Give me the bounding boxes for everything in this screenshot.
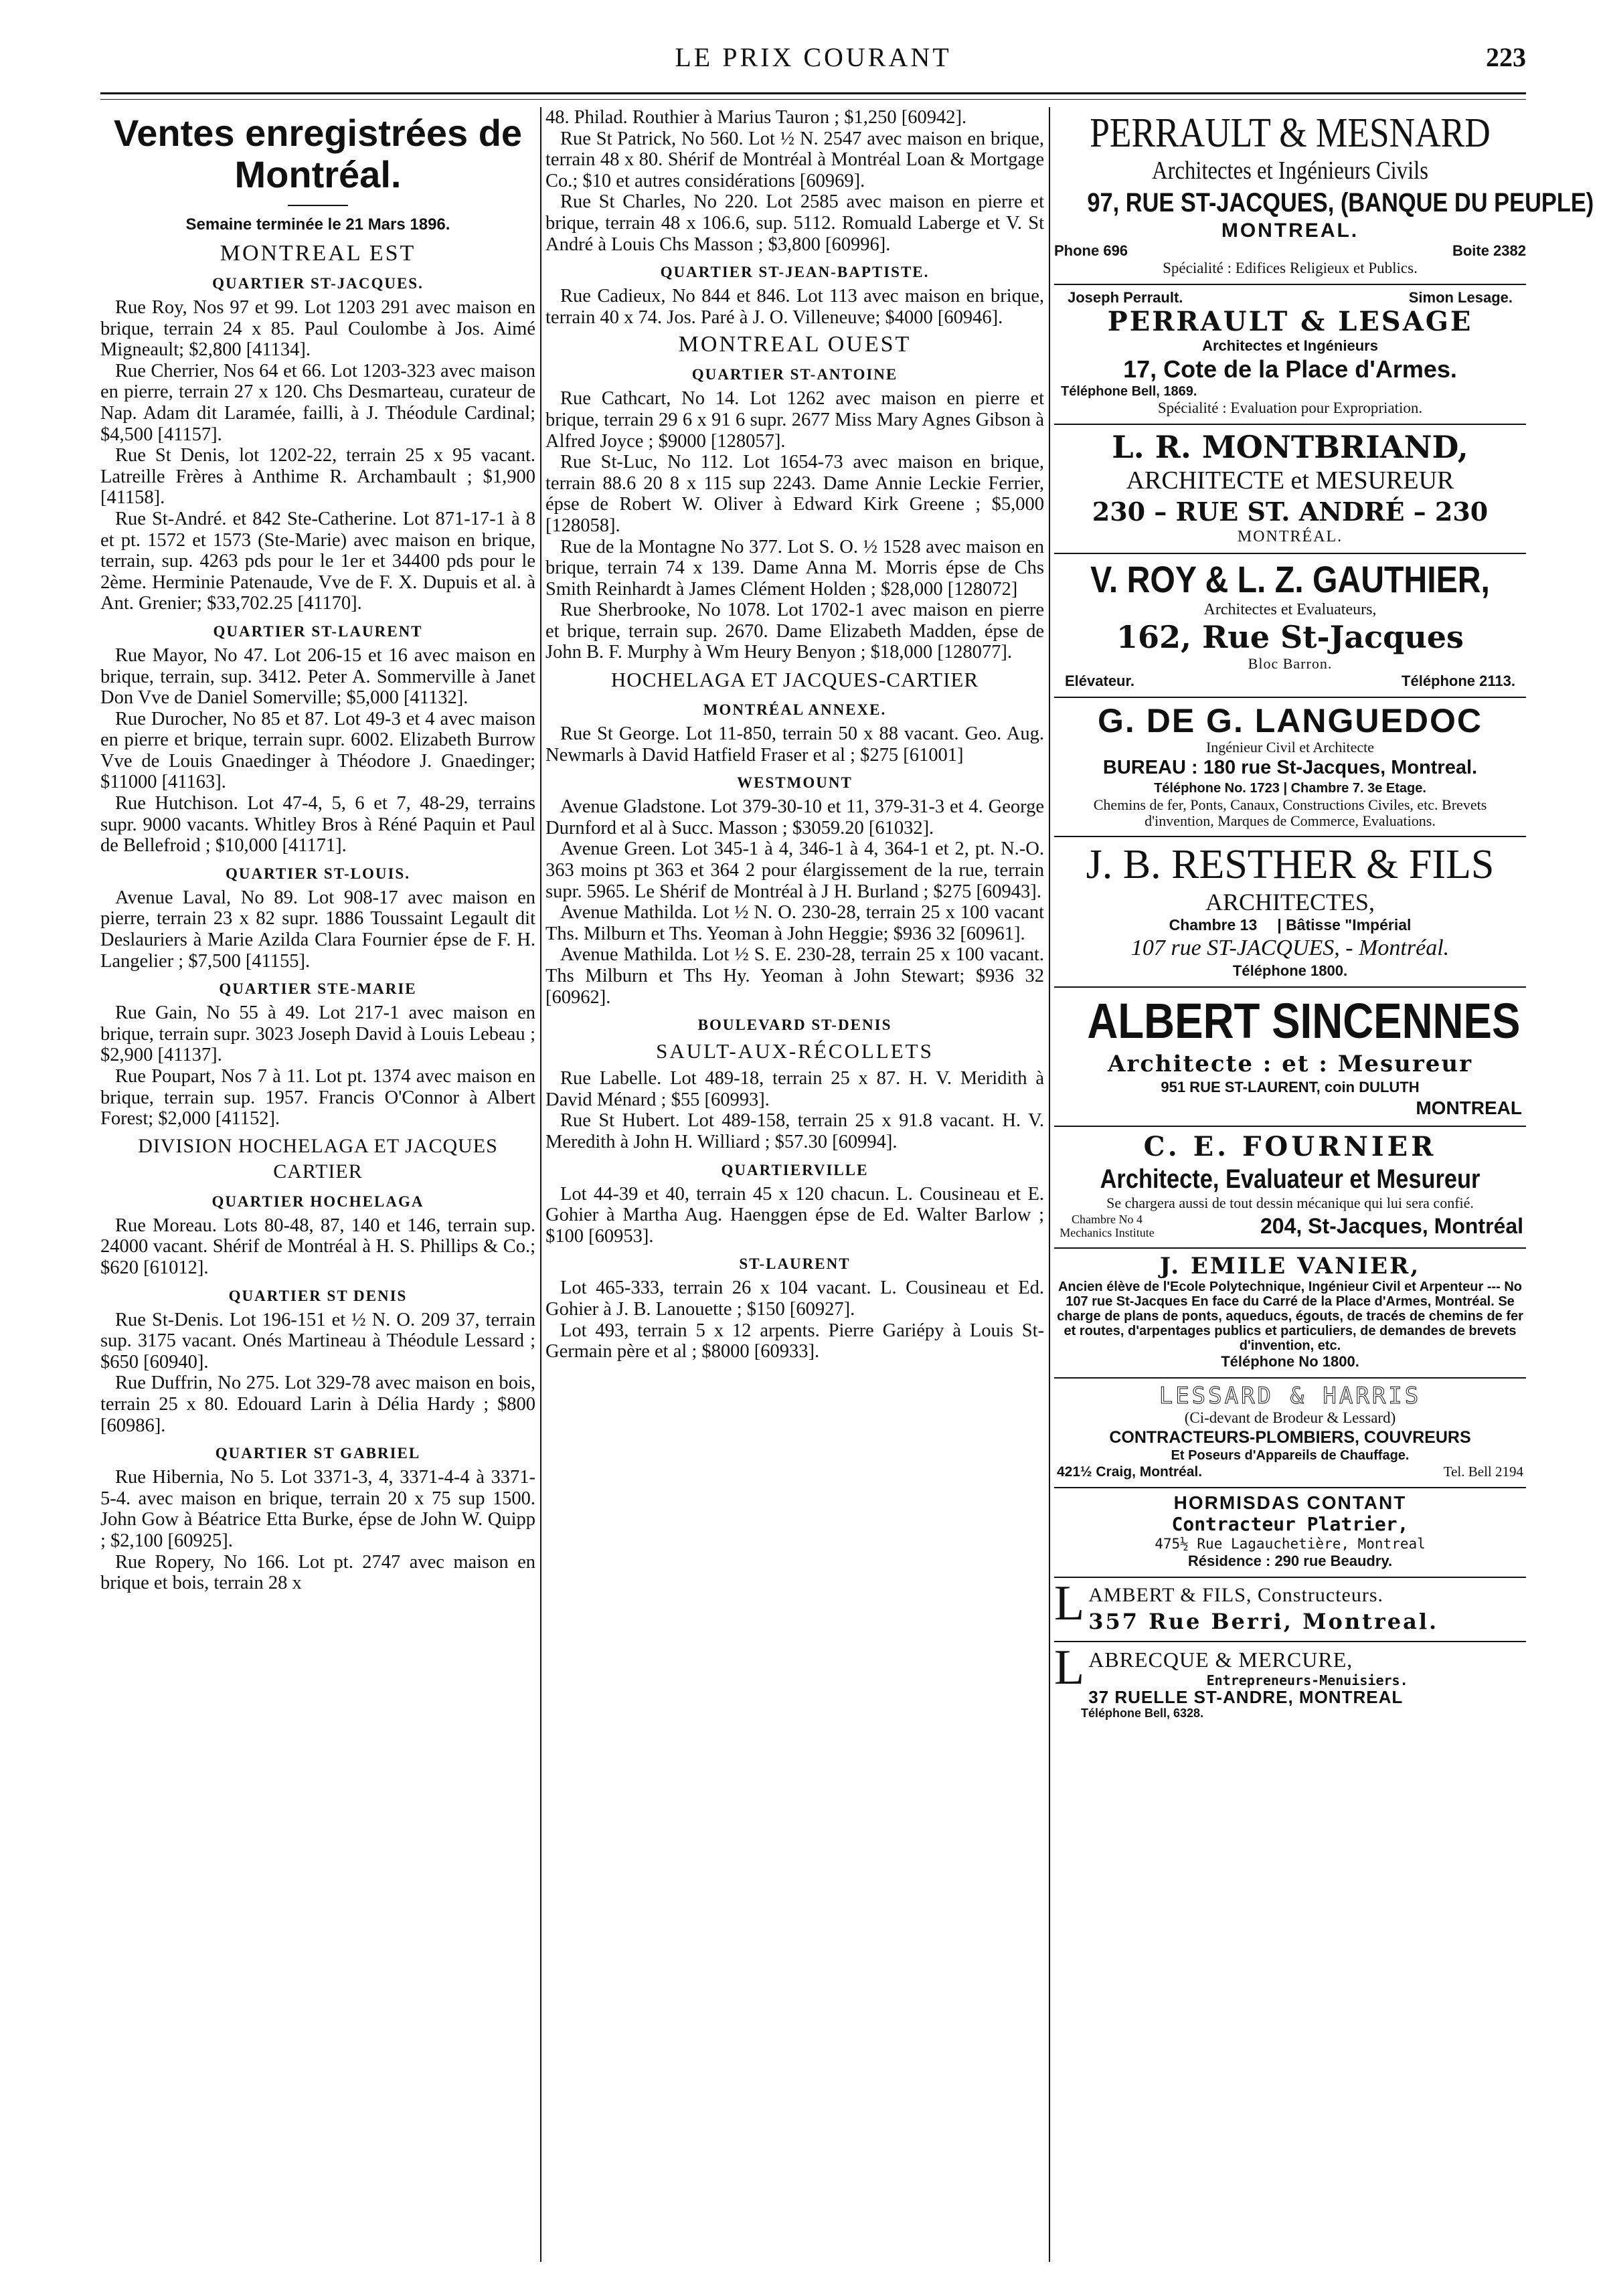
firm-name: LESSARD & HARRIS [1159, 1383, 1422, 1409]
quarter-heading: QUARTIER STE-MARIE [219, 980, 417, 998]
sale-entry: Rue Cherrier, Nos 64 et 66. Lot 1203-323 avec maison en pierre, terrain 27 x 120. Chs Desmarteau, curateur de Nap. Adam dit Laramée, failli, à J. Théodule Cardinal; $4,500 [41157]. [100, 360, 535, 445]
sale-entry: Avenue Green. Lot 345-1 à 4, 346-1 à 4, 364-1 et 2, pt. N.-O. 363 moins pt 363 et 364 2 pour élargissement de la rue, terrain supr. 5965. Le Shérif de Montréal à J H. Burland ; $275 [60943]. [545, 838, 1044, 902]
firm-subtitle: Architectes et Ingénieurs Civils [1152, 157, 1428, 185]
header-rule-thin [100, 99, 1526, 100]
sale-entry: Rue Moreau. Lots 80-48, 87, 140 et 146, terrain sup. 24000 vacant. Shérif de Montréal à H. S. Phillips & Co.; $620 [61012]. [100, 1215, 535, 1278]
sale-entry: Rue St George. Lot 11-850, terrain 50 x 88 vacant. Geo. Aug. Newmarls à David Hatfield Fraser et al ; $275 [61001] [545, 723, 1044, 766]
column-2 [545, 107, 1044, 2262]
sale-entry: Rue Gain, No 55 à 49. Lot 217-1 avec maison en brique, terrain supr. 3023 Joseph David à Louis Lebeau ; $2,900 [41137]. [100, 1002, 535, 1066]
firm-city: MONTREAL [1416, 1097, 1522, 1118]
sale-entry: Avenue Mathilda. Lot ½ N. O. 230-28, terrain 25 x 100 vacant Ths. Milburn et Ths. Yeoman à John Heggie; $936 32 [60961]. [545, 902, 1044, 944]
building: Bloc Barron. [1248, 655, 1333, 672]
sale-entry: Rue St Patrick, No 560. Lot ½ N. 2547 avec maison en brique, terrain 48 x 80. Shérif de Montréal à Montréal Loan & Mortgage Co.; $10 et autres considérations [60969]. [545, 128, 1044, 191]
sale-entry: Rue Ropery, No 166. Lot pt. 2747 avec maison en brique et bois, terrain 28 x [100, 1551, 535, 1594]
firm-address: 475½ Rue Lagauchetière, Montreal [1155, 1536, 1426, 1552]
partner-name: Simon Lesage. [1408, 289, 1513, 306]
firm-subtitle: Architectes et Ingénieurs [1202, 337, 1378, 354]
page-number: 223 [1486, 42, 1526, 72]
telephone: Téléphone No. 1723 | Chambre 7. 3e Etage. [1154, 781, 1426, 796]
sale-entry: Rue Poupart, Nos 7 à 11. Lot pt. 1374 avec maison en brique, terrain sup. 1957. Francis O'Connor à Albert Forest; $2,000 [41152]. [100, 1066, 535, 1130]
header-rule [100, 92, 1526, 94]
firm-name: J. B. RESTHER & FILS [1086, 842, 1495, 887]
sale-entry: Rue Labelle. Lot 489-18, terrain 25 x 87. H. V. Meridith à David Ménard ; $55 [60993]. [545, 1068, 1044, 1110]
ad-perrault-mesnard [1054, 107, 1594, 285]
division-heading: HOCHELAGA ET JACQUES-CARTIER [610, 668, 979, 692]
specialty: Spécialité : Edifices Religieux et Publics. [1163, 260, 1418, 276]
sale-entry: 48. Philad. Routhier à Marius Tauron ; $1,250 [60942]. [545, 107, 967, 128]
firm-name: J. EMILE VANIER, [1159, 1253, 1421, 1279]
firm-city: MONTREAL. [1221, 219, 1359, 242]
firm-name: PERRAULT & MESNARD [1090, 110, 1491, 156]
firm-city: MONTRÉAL. [1237, 528, 1343, 545]
firm-name: ABRECQUE & MERCURE, [1088, 1648, 1353, 1672]
specialty: Spécialité : Evaluation pour Expropriation. [1157, 400, 1423, 416]
week-line: Semaine terminée le 21 Mars 1896. [185, 215, 450, 234]
room: Chambre 13 [1169, 916, 1258, 934]
firm-address: 107 rue ST-JACQUES, - Montréal. [1130, 936, 1450, 960]
ad-contant [1054, 1488, 1526, 1578]
firm-address: 951 RUE ST-LAURENT, coin DULUTH [1161, 1079, 1420, 1095]
firm-address: 97, RUE ST-JACQUES, (BANQUE DU PEUPLE) [1087, 188, 1594, 217]
quarter-heading: QUARTIER HOCHELAGA [212, 1193, 424, 1210]
journal-title: LE PRIX COURANT [675, 42, 952, 72]
firm-name: PERRAULT & LESAGE [1107, 306, 1473, 337]
sale-entry: Rue St Hubert. Lot 489-158, terrain 25 x 91.8 vacant. H. V. Meredith à John H. Williard ; $57.30 [60994]. [545, 1110, 1044, 1152]
sale-entry: Rue Cadieux, No 844 et 846. Lot 113 avec maison en brique, terrain 40 x 74. Jos. Paré à J. O. Villeneuve; $4000 [60946]. [545, 286, 1044, 328]
drop-cap: L [1054, 1640, 1085, 1695]
firm-name: V. ROY & L. Z. GAUTHIER, [1090, 558, 1490, 600]
sale-entry: Rue St-André. et 842 Ste-Catherine. Lot 871-17-1 à 8 et pt. 1572 et 1573 (Ste-Marie) avec maison en brique, terrain, sup. 4263 pds pour le 1er et 34400 pds pour le 2ème. Herminie Patenaude, Vve de F. X. Dupuis et al. à Ant. Grenier; $33,702.25 [41170]. [100, 508, 535, 614]
quarter-heading: BOULEVARD ST-DENIS [697, 1017, 892, 1034]
firm-address: 357 Rue Berri, Montreal. [1088, 1609, 1439, 1634]
firm-subtitle: ARCHITECTE et MESUREUR [1126, 466, 1454, 495]
elevator: Elévateur. [1065, 673, 1134, 689]
telephone: Téléphone 2113. [1402, 673, 1515, 689]
sale-entry: Rue Duffrin, No 275. Lot 329-78 avec maison en bois, terrain 25 x 80. Edouard Larin à Délia Hardy ; $800 [60986]. [100, 1373, 535, 1436]
firm-address: 230 – RUE ST. ANDRÉ – 230 [1092, 497, 1489, 527]
phone: Phone 696 [1054, 242, 1128, 259]
telephone: Tel. Bell 2194 [1443, 1464, 1523, 1480]
telephone: Téléphone 1800. [1232, 962, 1348, 979]
quarter-heading: WESTMOUNT [737, 774, 853, 792]
drop-cap: L [1054, 1576, 1085, 1631]
telephone: Téléphone Bell, 6328. [1081, 1706, 1204, 1720]
sale-entry: Avenue Gladstone. Lot 379-30-10 et 11, 379-31-3 et 4. George Durnford et al à Succ. Masson ; $3059.20 [61032]. [545, 796, 1044, 838]
ad-lambert [1054, 1578, 1526, 1642]
firm-name: G. DE G. LANGUEDOC [1098, 702, 1483, 739]
firm-subtitle: (Ci-devant de Brodeur & Lessard) [1184, 1409, 1396, 1426]
ad-languedoc [1054, 698, 1526, 837]
ad-lessard-harris [1054, 1379, 1526, 1488]
firm-address: 37 RUELLE ST-ANDRE, MONTREAL [1088, 1687, 1404, 1707]
quarter-heading: QUARTIER ST-LAURENT [213, 622, 423, 640]
quarter-heading: QUARTIER ST DENIS [228, 1287, 408, 1304]
sale-entry: Rue Hutchison. Lot 47-4, 5, 6 et 7, 48-29, terrains supr. 9000 vacants. Whitley Bros à Réné Paquin et Paul de Bellefroid ; $10,000 [41171]. [100, 793, 535, 857]
sale-entry: Lot 44-39 et 40, terrain 45 x 120 chacun. L. Cousineau et E. Gohier à Martha Aug. Haenggen épse de Ed. Walter Barlow ; $100 [60953]. [545, 1183, 1044, 1247]
residence: Résidence : 290 rue Beaudry. [1187, 1553, 1393, 1569]
office: BUREAU : 180 rue St-Jacques, Montreal. [1102, 757, 1478, 778]
ad-sincennes [1054, 988, 1526, 1127]
sale-entry: Rue Mayor, No 47. Lot 206-15 et 16 avec maison en brique, terrain, sup. 3412. Peter A. Sommerville à Janet Don Vve de Daniel Somerville; $5,000 [41132]. [100, 644, 535, 709]
firm-name: ALBERT SINCENNES [1087, 993, 1521, 1049]
section-heading: MONTREAL OUEST [678, 332, 912, 357]
firm-address: 204, St-Jacques, Montréal [1260, 1213, 1523, 1238]
box: Boite 2382 [1452, 242, 1526, 259]
ad-perrault-lesage [1054, 285, 1526, 425]
sale-entry: Rue Cathcart, No 14. Lot 1262 avec maison en pierre et brique, terrain 29 6 x 91 6 supr. 2677 Miss Mary Agnes Gibson à Alfred Joyce ; $9000 [128057]. [545, 388, 1044, 452]
firm-subtitle: Architecte, Evaluateur et Mesureur [1100, 1164, 1481, 1194]
ad-vanier [1054, 1249, 1526, 1379]
room: Chambre No 4 Mechanics Institute [1060, 1213, 1155, 1239]
quarter-heading: QUARTIER ST-LOUIS. [226, 865, 410, 882]
ad-labrecque [1054, 1642, 1526, 1727]
firm-address: 421½ Craig, Montréal. [1057, 1464, 1203, 1480]
division-heading: DIVISION HOCHELAGA ET JACQUES CARTIER [138, 1134, 498, 1182]
firm-name: HORMISDAS CONTANT [1173, 1492, 1407, 1513]
quarter-heading: QUARTIER ST GABRIEL [215, 1445, 421, 1462]
sale-entry: Avenue Laval, No 89. Lot 908-17 avec maison en pierre, terrain 23 x 82 supr. 1886 Toussaint Legault dit Deslauriers à Marie Azilda Clara Fournier épse de F. H. Langelier ; $7,500 [41155]. [100, 887, 535, 972]
sale-entry: Rue St Denis, lot 1202-22, terrain 25 x 95 vacant. Latreille Frères à Anthime R. Archambault ; $1,900 [41158]. [100, 445, 535, 509]
firm-name: AMBERT & FILS, Constructeurs. [1088, 1584, 1384, 1606]
firm-subtitle: ARCHITECTES, [1205, 889, 1375, 915]
telephone: Téléphone No 1800. [1221, 1353, 1359, 1370]
sale-entry: Rue Hibernia, No 5. Lot 3371-3, 4, 3371-4-4 à 3371-5-4. avec maison en brique, terrain 20 x 75 sup 1500. John Gow à Béatrice Etta Burke, épse de John W. Quipp ; $2,100 [60925]. [100, 1467, 535, 1551]
quarter-heading: QUARTIERVILLE [721, 1161, 869, 1178]
description: Se chargera aussi de tout dessin mécanique qui lui sera confié. [1106, 1195, 1474, 1211]
column-divider [1049, 107, 1050, 2262]
sale-entry: Lot 493, terrain 5 x 12 arpents. Pierre Gariépy à Louis St-Germain père et al ; $8000 [60933]. [545, 1320, 1044, 1362]
firm-address: 17, Cote de la Place d'Armes. [1123, 355, 1457, 383]
firm-subtitle: Entrepreneurs-Menuisiers. [1206, 1672, 1408, 1688]
firm-name: L. R. MONTBRIAND, [1112, 429, 1468, 465]
column-1 [100, 107, 535, 2262]
firm-address: 162, Rue St-Jacques [1116, 619, 1464, 655]
services-2: Et Poseurs d'Appareils de Chauffage. [1171, 1448, 1410, 1463]
ad-roy-gauthier [1054, 554, 1526, 698]
ad-fournier [1054, 1127, 1526, 1249]
sale-entry: Rue Durocher, No 85 et 87. Lot 49-3 et 4 avec maison en pierre et brique, terrain supr. 6002. Elizabeth Burrow Vve de Louis Gnaedinger à Théodore J. Gnaedinger; $11000 [41163]. [100, 708, 535, 793]
sale-entry: Rue St-Luc, No 112. Lot 1654-73 avec maison en brique, terrain 88.6 20 8 x 115 sup 2243. Dame Annie Leckie Ferrier, épse de Robert W. Oliver à Edward Kirk Greene ; $5,000 [128058]. [545, 452, 1044, 536]
divider [288, 205, 348, 206]
section-heading: SAULT-AUX-RÉCOLLETS [656, 1039, 934, 1063]
quarter-heading: MONTRÉAL ANNEXE. [703, 701, 887, 719]
sale-entry: Rue St-Denis. Lot 196-151 et ½ N. O. 209 37, terrain sup. 3175 vacant. Onés Martineau à Théodule Lessard ; $650 [60940]. [100, 1309, 535, 1373]
firm-subtitle: Contracteur Platrier, [1171, 1513, 1409, 1535]
sale-entry: Rue Roy, Nos 97 et 99. Lot 1203 291 avec maison en brique, terrain 24 x 85. Paul Coulombe à Jos. Aimé Migneault; $2,800 [41134]. [100, 297, 535, 361]
firm-subtitle: Architecte : et : Mesureur [1107, 1051, 1473, 1077]
telephone: Téléphone Bell, 1869. [1061, 384, 1197, 399]
services: CONTRACTEURS-PLOMBIERS, COUVREURS [1109, 1428, 1471, 1447]
section-heading: MONTREAL EST [220, 241, 416, 266]
description: Ancien élève de l'Ecole Polytechnique, Ingénieur Civil et Arpenteur --- No 107 rue St-Jacques En face du Carré de la Place d'Armes, Montréal. Se charge de plans de ponts, aqueducs, égouts, de tracés de chemins de fer et routes, d'arpentages publics et particuliers, de demandes de brevets d'invention, etc. [1057, 1279, 1523, 1353]
partner-name: Joseph Perrault. [1068, 289, 1183, 306]
contact-row [1054, 242, 1526, 260]
advertisements-column [1054, 107, 1594, 2262]
quarter-heading: ST-LAURENT [739, 1255, 851, 1273]
sale-entry: Rue Sherbrooke, No 1078. Lot 1702-1 avec maison en pierre et brique, terrain sup. 2670. Dame Elizabeth Madden, épse de John B. F. Murphy à Wm Heury Benyon ; $18,000 [128077]. [545, 600, 1044, 663]
firm-name: C. E. FOURNIER [1143, 1131, 1437, 1162]
sale-entry: Rue de la Montagne No 377. Lot S. O. ½ 1528 avec maison en brique, terrain 74 x 139. Dame Anna M. Morris épse de Chs Smith Reinhardt à James Clément Holden ; $28,000 [128072] [545, 536, 1044, 600]
article-heading: Ventes enregistrées de Montréal. [113, 112, 523, 195]
ad-resther [1054, 837, 1526, 988]
firm-subtitle: Ingénieur Civil et Architecte [1205, 739, 1375, 756]
column-divider [540, 107, 541, 2262]
firm-subtitle: Architectes et Evaluateurs, [1203, 601, 1377, 618]
sale-entry: Lot 465-333, terrain 26 x 104 vacant. L. Cousineau et Ed. Gohier à J. B. Lanouette ; $150 [60927]. [545, 1277, 1044, 1320]
sale-entry: Avenue Mathilda. Lot ½ S. E. 230-28, terrain 25 x 100 vacant. Ths Milburn et Ths Hy. Yeoman à John Stewart; $936 32 [60962]. [545, 944, 1044, 1008]
services: Chemins de fer, Ponts, Canaux, Constructions Civiles, etc. Brevets d'invention, Marques de Commerce, Evaluations. [1093, 796, 1487, 829]
quarter-heading: QUARTIER ST-ANTOINE [691, 366, 898, 383]
building: | Bâtisse "Impérial [1277, 916, 1412, 934]
quarter-heading: QUARTIER ST-JEAN-BAPTISTE. [660, 264, 930, 281]
ad-montbriand [1054, 425, 1526, 554]
page-header [100, 41, 1526, 75]
quarter-heading: QUARTIER ST-JACQUES. [212, 275, 424, 292]
sale-entry: Rue St Charles, No 220. Lot 2585 avec maison en pierre et brique, terrain 48 x 106.6, sup. 5112. Romuald Laberge et V. St André à Louis Chs Masson ; $3,800 [60996]. [545, 191, 1044, 255]
